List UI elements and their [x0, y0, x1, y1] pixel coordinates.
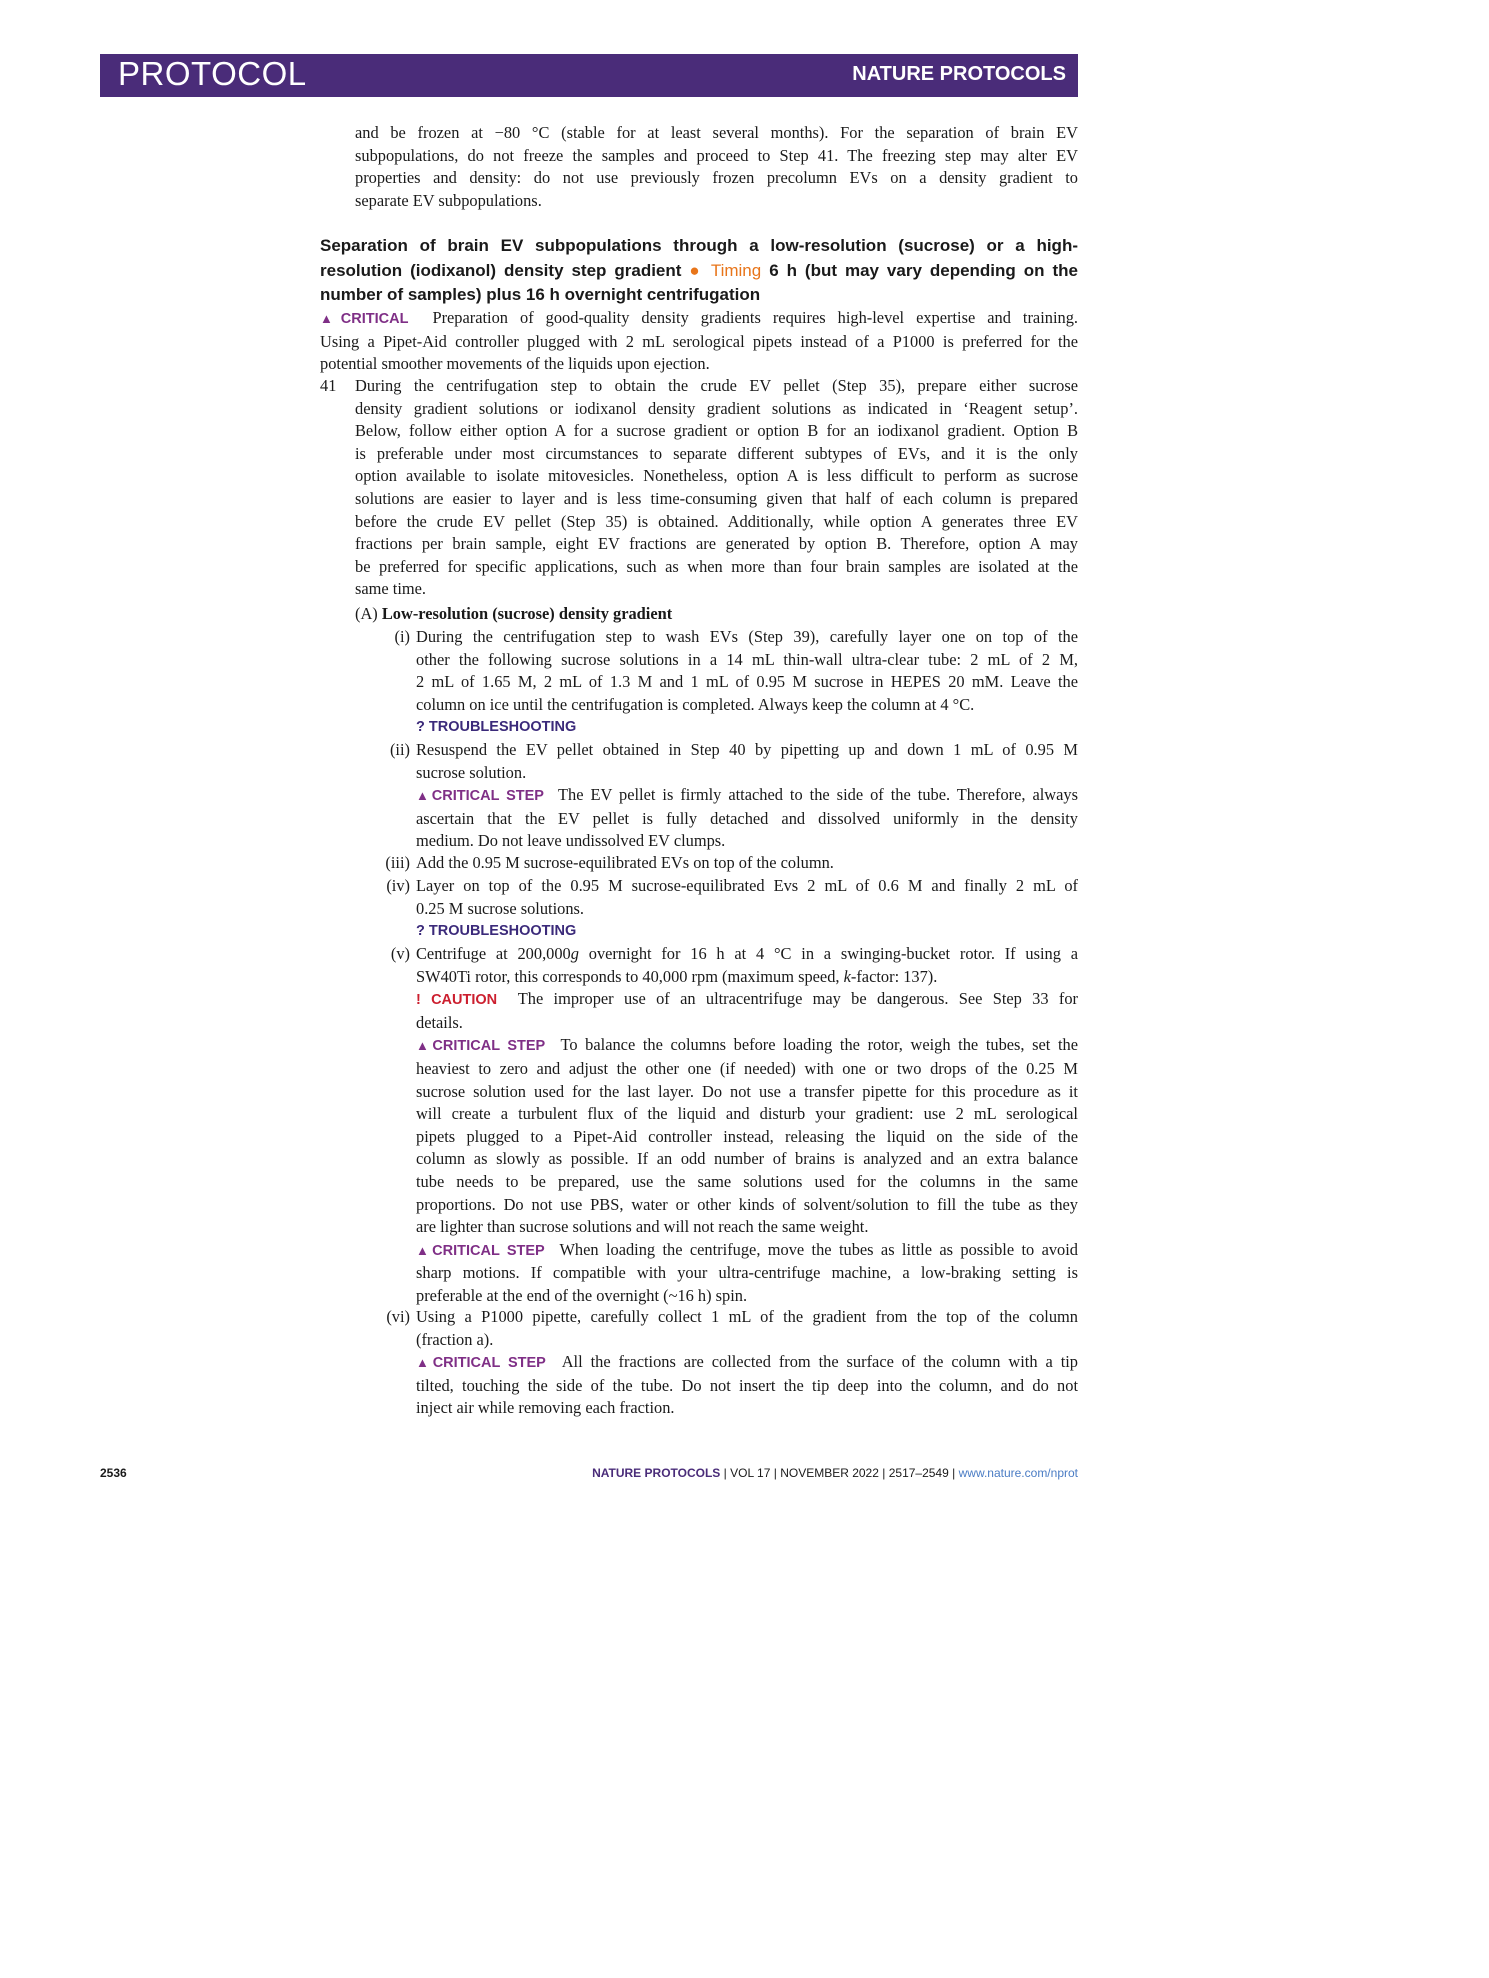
- header-banner: [100, 54, 1078, 97]
- caution-text: The improper use of an ultracentrifuge may be dangerous. See Step 33 for: [517, 989, 1078, 1009]
- text-line: ascertain that the EV pellet is fully detached and dissolved uniformly in the density: [416, 808, 1078, 828]
- heading-line: [320, 259, 1078, 284]
- critical-text: Preparation of good-quality density gradients requires high-level expertise and training.: [432, 308, 1078, 327]
- warning-triangle-icon: ▲: [320, 311, 341, 326]
- text-line: preferable at the end of the overnight (~16 h) spin.: [416, 1285, 748, 1305]
- text-line: [416, 784, 1078, 808]
- critical-text: The EV pellet is firmly attached to the side of the tube. Therefore, always: [557, 785, 1078, 805]
- text-line: proportions. Do not use PBS, water or other kinds of solvent/solution to fill the tube as they: [416, 1194, 1078, 1214]
- critical-step-label: CRITICAL STEP: [432, 1355, 546, 1372]
- troubleshooting-link[interactable]: ? TROUBLESHOOTING: [416, 923, 577, 940]
- text-line: before the crude EV pellet (Step 35) is obtained. Additionally, while option A generates three EV: [355, 511, 1078, 531]
- sub-step-vi: [416, 1306, 1078, 1420]
- text-line: separate EV subpopulations.: [355, 190, 542, 210]
- critical-text: All the fractions are collected from the surface of the column with a tip: [561, 1352, 1078, 1372]
- text-line: heaviest to zero and adjust the other one (if needed) with one or two drops of the 0.25 M: [416, 1058, 1078, 1078]
- text-line: Centrifuge at 200,000g overnight for 16 h at 4 °C in a swinging-bucket rotor. If using a: [416, 944, 1078, 963]
- text-line: Layer on top of the 0.95 M sucrose-equilibrated Evs 2 mL of 0.6 M and finally 2 mL of: [416, 876, 1078, 895]
- sub-step-number: (iv): [386, 876, 410, 895]
- footer-citation: NATURE PROTOCOLS | VOL 17 | NOVEMBER 2022 | 2517–2549 | www.nature.com/nprot: [592, 1466, 1078, 1480]
- text-line: same time.: [355, 579, 427, 599]
- text-line: sucrose solution used for the last layer. Do not use a transfer pipette for this procedure as it: [416, 1081, 1078, 1101]
- footer-url-link[interactable]: www.nature.com/nprot: [958, 1466, 1078, 1480]
- sub-step-number: (v): [390, 944, 410, 963]
- warning-triangle-icon: ▲: [416, 788, 432, 804]
- text-line: Using a P1000 pipette, carefully collect 1 mL of the gradient from the top of the column: [416, 1307, 1078, 1326]
- text-line: solutions are easier to layer and is less time-consuming given that half of each column is prepared: [355, 488, 1078, 508]
- text-line: is preferable under most circumstances to separate different subtypes of EVs, and it is the only: [355, 443, 1078, 463]
- timing-bullet-icon: ●: [689, 260, 703, 280]
- section-type-label: PROTOCOL: [118, 55, 307, 92]
- text-line: Resuspend the EV pellet obtained in Step 40 by pipetting up and down 1 mL of 0.95 M: [416, 740, 1078, 759]
- text-line: inject air while removing each fraction.: [416, 1398, 675, 1418]
- heading-text: 6 h (but may vary depending on the: [769, 260, 1078, 280]
- text-line: properties and density: do not use previously frozen precolumn EVs on a density gradient to: [355, 168, 1078, 188]
- text-line: will create a turbulent flux of the liquid and disturb your gradient: use 2 mL serological: [416, 1104, 1078, 1124]
- sub-step-number: (vi): [386, 1307, 410, 1326]
- sub-step-number: (i): [394, 627, 410, 646]
- text-line: and be frozen at −80 °C (stable for at least several months). For the separation of brain EV: [355, 123, 1078, 142]
- footer-date: NOVEMBER 2022: [780, 1466, 879, 1480]
- text-line: (fraction a).: [416, 1329, 494, 1349]
- section-heading: [320, 234, 1078, 308]
- text-line: [416, 988, 1078, 1012]
- text-line: subpopulations, do not freeze the samples and proceed to Step 41. The freezing step may alter EV: [355, 145, 1078, 165]
- text-line: sharp motions. If compatible with your ultra-centrifuge machine, a low-braking setting is: [416, 1263, 1078, 1283]
- text-line: [416, 1034, 1078, 1058]
- text-line: sucrose solution.: [416, 762, 527, 782]
- heading-line: Separation of brain EV subpopulations through a low-resolution (sucrose) or a high-: [320, 236, 1078, 255]
- text-line: column as slowly as possible. If an odd number of brains is analyzed and an extra balance: [416, 1149, 1078, 1169]
- text-line: medium. Do not leave undissolved EV clumps.: [416, 831, 726, 851]
- sub-step-number: (ii): [389, 740, 410, 759]
- text-line: Using a Pipet-Aid controller plugged with 2 mL serological pipets instead of a P1000 is preferred for the: [320, 331, 1078, 351]
- option-a-heading: [355, 603, 1078, 626]
- text-line: tilted, touching the side of the tube. Do not insert the tip deep into the column, and do not: [416, 1375, 1078, 1395]
- footer-volume: VOL 17: [730, 1466, 771, 1480]
- option-title: Low-resolution (sucrose) density gradient: [381, 604, 673, 623]
- sub-step-i: [416, 626, 1078, 739]
- text-line: details.: [416, 1012, 463, 1032]
- warning-triangle-icon: ▲: [416, 1038, 433, 1054]
- text-line: tube needs to be prepared, use the same solutions used for the columns in the same: [416, 1171, 1078, 1191]
- sub-step-ii: [416, 739, 1078, 853]
- text-line: During the centrifugation step to obtain the crude EV pellet (Step 35), prepare either sucrose: [355, 376, 1078, 395]
- warning-triangle-icon: ▲: [416, 1242, 433, 1258]
- text-line: density gradient solutions or iodixanol density gradient solutions as indicated in ‘Reagent setup’.: [355, 398, 1078, 418]
- critical-text: When loading the centrifuge, move the tubes as little as possible to avoid: [559, 1239, 1078, 1259]
- intro-paragraph: [355, 122, 1078, 212]
- footer-journal: NATURE PROTOCOLS: [592, 1466, 721, 1480]
- text-line: [320, 307, 1078, 331]
- text-line: 0.25 M sucrose solutions.: [416, 898, 585, 918]
- text-line: SW40Ti rotor, this corresponds to 40,000 rpm (maximum speed, k-factor: 137).: [416, 966, 938, 986]
- footer-pages: 2517–2549: [888, 1466, 949, 1480]
- sub-step-number: (iii): [385, 853, 410, 872]
- timing-label: Timing: [710, 260, 762, 280]
- caution-label: ! CAUTION: [416, 992, 498, 1009]
- journal-label: NATURE PROTOCOLS: [852, 63, 1066, 85]
- heading-text: resolution (iodixanol) density step gradient: [320, 260, 682, 280]
- text-line: potential smoother movements of the liquids upon ejection.: [320, 354, 710, 374]
- sub-step-iv: [416, 875, 1078, 943]
- warning-triangle-icon: ▲: [416, 1355, 433, 1371]
- text-line: column on ice until the centrifugation is completed. Always keep the column at 4 °C.: [416, 694, 975, 714]
- critical-step-label: CRITICAL STEP: [431, 788, 544, 805]
- step-41-body: [355, 375, 1078, 601]
- critical-note: [320, 307, 1078, 376]
- text-line: [416, 1351, 1078, 1375]
- text-line: During the centrifugation step to wash EVs (Step 39), carefully layer one on top of the: [416, 627, 1078, 646]
- sub-step-v: [416, 943, 1078, 1308]
- step-number: 41: [320, 376, 337, 395]
- text-line: fractions per brain sample, eight EV fractions are generated by option B. Therefore, option A may: [355, 534, 1078, 554]
- critical-label: CRITICAL: [340, 311, 409, 327]
- text-line: 2 mL of 1.65 M, 2 mL of 1.3 M and 1 mL of 0.95 M sucrose in HEPES 20 mM. Leave the: [416, 672, 1078, 692]
- text-line: [416, 1239, 1078, 1263]
- text-line: Below, follow either option A for a sucrose gradient or option B for an iodixanol gradient. Option B: [355, 421, 1078, 441]
- text-line: other the following sucrose solutions in a 14 mL thin-wall ultra-clear tube: 2 mL of 2 M,: [416, 649, 1078, 669]
- troubleshooting-link[interactable]: ? TROUBLESHOOTING: [416, 719, 577, 736]
- sub-step-iii: Add the 0.95 M sucrose-equilibrated EVs on top of the column.: [416, 853, 834, 872]
- text-line: are lighter than sucrose solutions and will not reach the same weight.: [416, 1217, 869, 1237]
- option-label: (A): [355, 604, 378, 623]
- page-number: 2536: [100, 1466, 127, 1480]
- critical-step-label: CRITICAL STEP: [432, 1242, 545, 1259]
- heading-line: number of samples) plus 16 h overnight centrifugation: [320, 285, 761, 304]
- critical-step-label: CRITICAL STEP: [432, 1038, 546, 1055]
- text-line: option available to isolate mitovesicles. Nonetheless, option A is less difficult to perform as sucrose: [355, 466, 1078, 486]
- critical-text: To balance the columns before loading the rotor, weigh the tubes, set the: [560, 1035, 1079, 1055]
- text-line: be preferred for specific applications, such as when more than four brain samples are isolated at the: [355, 556, 1078, 576]
- text-line: pipets plugged to a Pipet-Aid controller instead, releasing the liquid on the side of the: [416, 1126, 1078, 1146]
